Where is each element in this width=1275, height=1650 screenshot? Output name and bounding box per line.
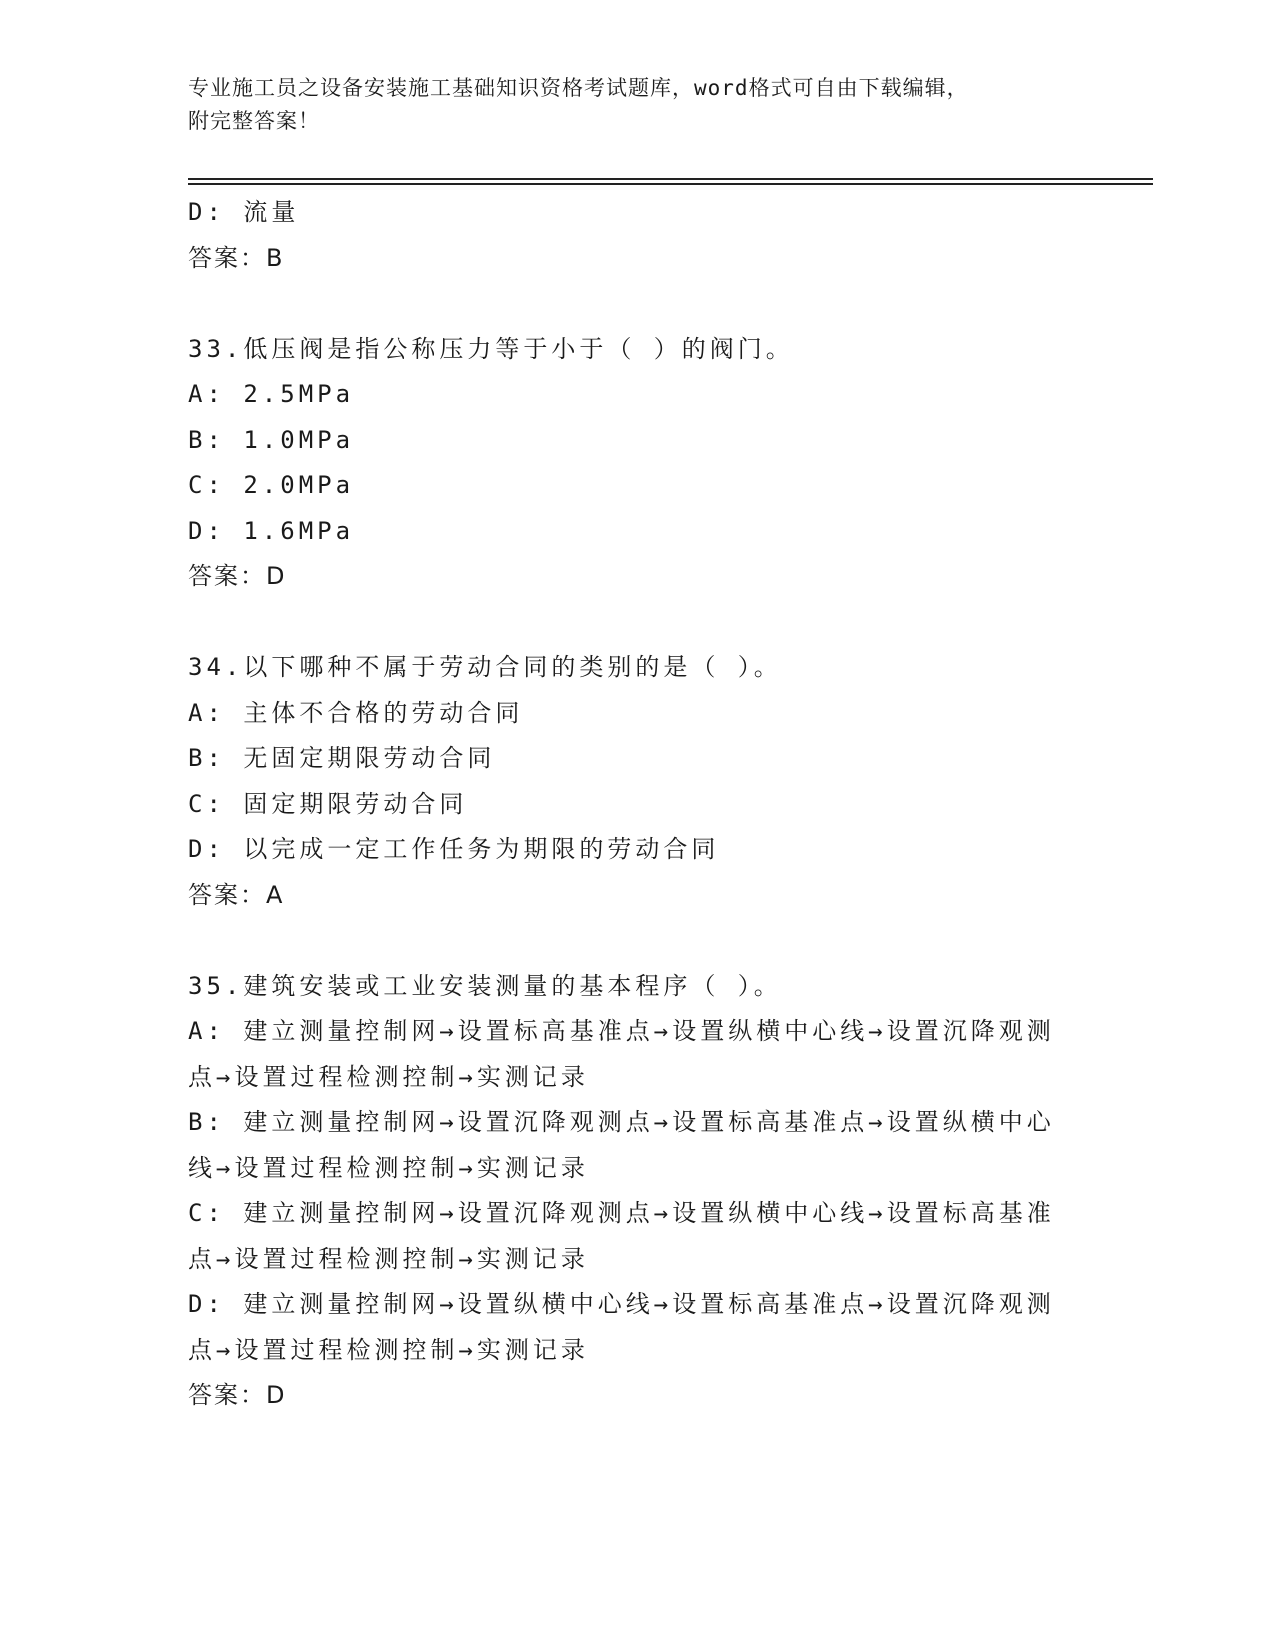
option-d: D: 以完成一定工作任务为期限的劳动合同 bbox=[188, 835, 720, 863]
answer-line: 答案：D bbox=[188, 1381, 287, 1409]
header-divider-bottom bbox=[188, 183, 1153, 185]
spacer bbox=[188, 918, 1088, 964]
header-divider-top bbox=[188, 178, 1153, 180]
answer-line: 答案：A bbox=[188, 880, 285, 909]
spacer bbox=[188, 600, 1088, 646]
header-line-1: 专业施工员之设备安装施工基础知识资格考试题库，word格式可自由下载编辑， bbox=[188, 76, 969, 100]
question-list bbox=[188, 190, 1088, 1419]
option-b: B: 无固定期限劳动合同 bbox=[188, 744, 496, 772]
question-34 bbox=[188, 645, 1088, 918]
option-b: B: 建立测量控制网→设置沉降观测点→设置标高基准点→设置纵横中心线→设置过程检测控制→实测记录 bbox=[188, 1108, 1055, 1182]
answer-line: 答案：D bbox=[188, 562, 287, 590]
document-header bbox=[188, 72, 1088, 138]
option-a: A: 2.5MPa bbox=[188, 380, 355, 408]
option-c: C: 2.0MPa bbox=[188, 471, 355, 499]
option-d: D: 建立测量控制网→设置纵横中心线→设置标高基准点→设置沉降观测点→设置过程检测控制→实测记录 bbox=[188, 1290, 1055, 1364]
previous-question-tail bbox=[188, 190, 1088, 281]
option-a: A: 主体不合格的劳动合同 bbox=[188, 698, 524, 727]
option-d: D: 流量 bbox=[188, 198, 300, 226]
option-d: D: 1.6MPa bbox=[188, 516, 355, 545]
question-title: 35.建筑安装或工业安装测量的基本程序（ ）。 bbox=[188, 971, 782, 1000]
question-35 bbox=[188, 964, 1088, 1419]
question-title: 33.低压阀是指公称压力等于小于（ ）的阀门。 bbox=[188, 334, 794, 363]
option-c: C: 建立测量控制网→设置沉降观测点→设置纵横中心线→设置标高基准点→设置过程检测控制→实测记录 bbox=[188, 1199, 1055, 1273]
spacer bbox=[188, 281, 1088, 327]
question-33 bbox=[188, 327, 1088, 600]
answer-line: 答案：B bbox=[188, 243, 285, 272]
option-b: B: 1.0MPa bbox=[188, 425, 355, 454]
option-c: C: 固定期限劳动合同 bbox=[188, 789, 468, 818]
option-a: A: 建立测量控制网→设置标高基准点→设置纵横中心线→设置沉降观测点→设置过程检测控制→实测记录 bbox=[188, 1017, 1055, 1091]
header-line-2: 附完整答案！ bbox=[188, 109, 320, 133]
question-title: 34.以下哪种不属于劳动合同的类别的是（ ）。 bbox=[188, 653, 782, 681]
